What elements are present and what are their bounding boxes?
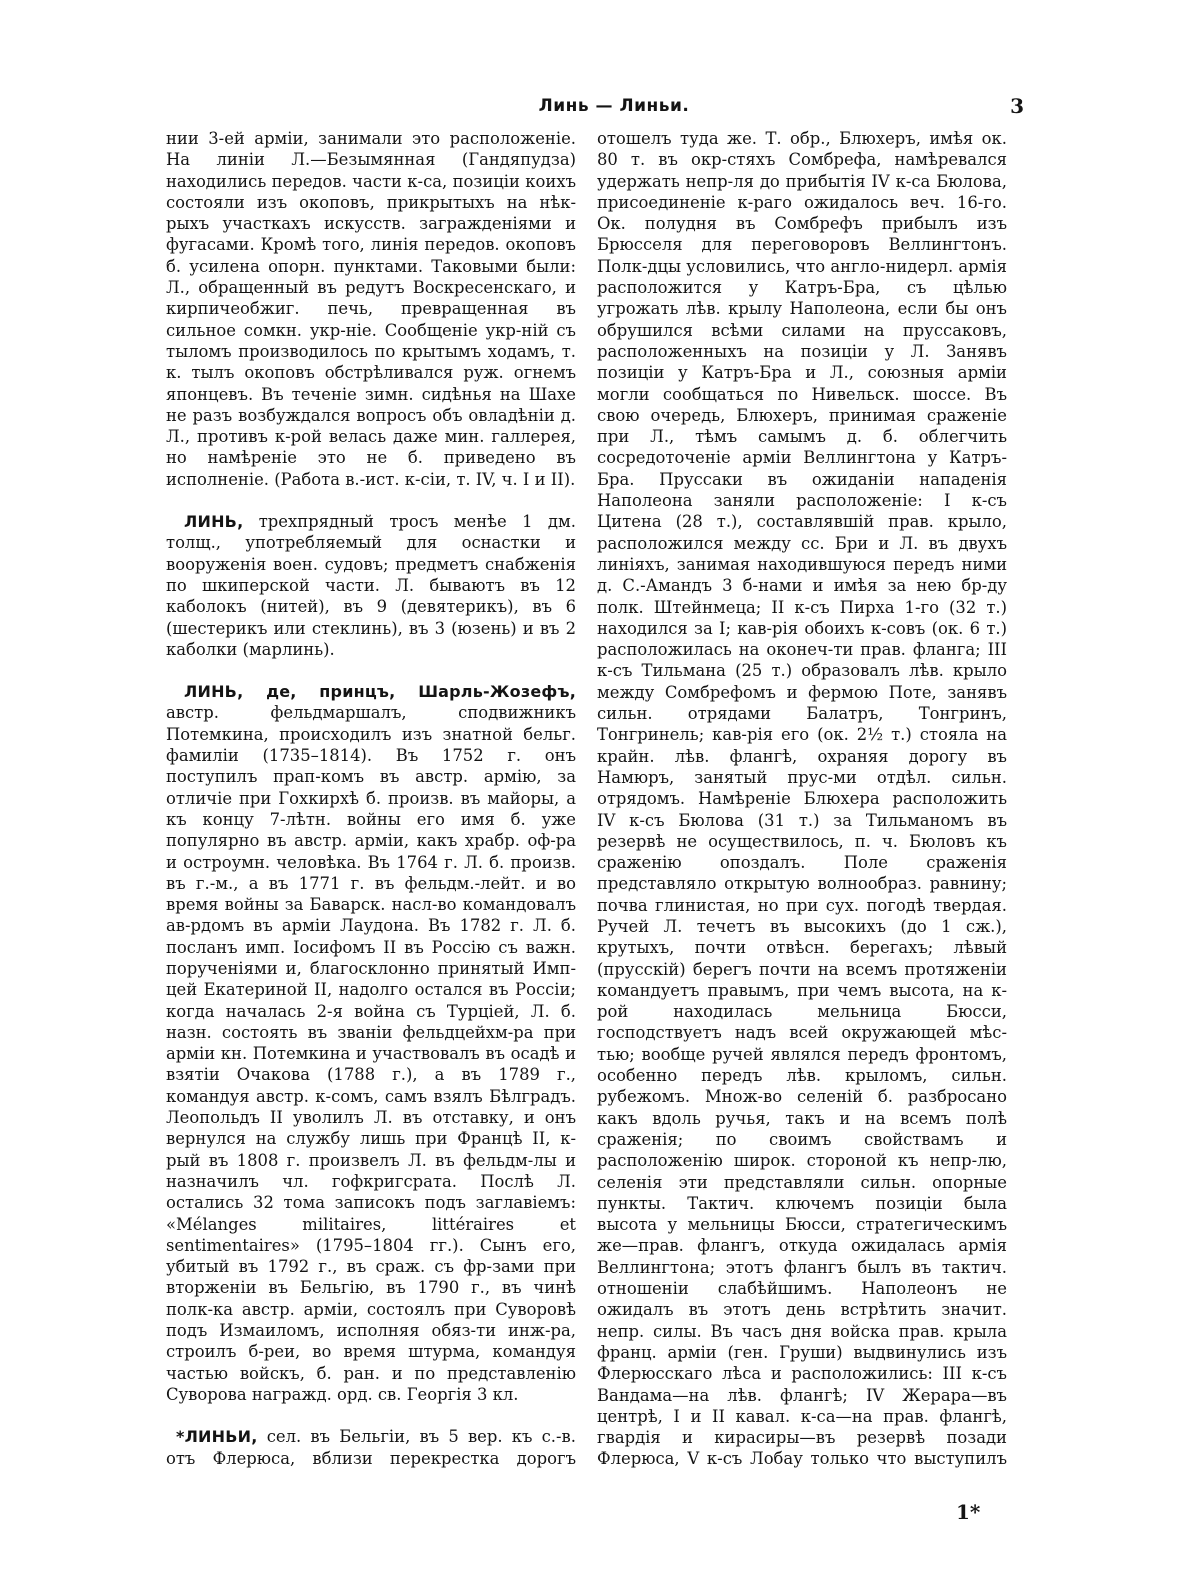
entry-headword: ЛИНЬ,	[184, 512, 244, 532]
page-number: 3	[1010, 94, 1024, 118]
page-header	[164, 96, 1024, 126]
entry-lin-rope	[166, 511, 576, 660]
entry-body: трехпрядный тросъ менѣе 1 дм. толщ., употребляемый для оснастки и вооруженія воен. судовъ; предметъ снабженія по шкиперской части. Л. бываютъ въ 12 каболокъ (нитей), въ 9 (девятерикъ), въ 6 (шестерикъ или стеклинь), въ 3 (юзень) и въ 2 каболки (марлинь).	[166, 512, 576, 659]
ligny-continuation: отошелъ туда же. Т. обр., Блюхеръ, имѣя ок. 80 т. въ окр-стяхъ Сомбрефа, намѣревался удержать непр-ля до прибытія IV к-са Бюлова, присоединеніе к-раго ожидалось веч. 16-го. Ок. полудня въ Сомбрефъ прибылъ изъ Брюсселя для переговоровъ Веллингтонъ. Полк-дцы условились, что англо-нидерл. армія расположится у Катръ-Бра, съ цѣлью угрожать лѣв. крылу Наполеона, если бы онъ обрушился всѣми силами на пруссаковъ, расположенныхъ на позиціи у Л. Занявъ позиціи у Катръ-Бра и Л., союзныя арміи могли сообщаться по Нивельск. шоссе. Въ свою очередь, Блюхеръ, принимая сраженіе при Л., тѣмъ самымъ д. б. облегчить сосредоточеніе арміи Веллингтона у Катръ-Бра. Пруссаки въ ожиданіи нападенія Наполеона заняли расположеніе: I к-съ Цитена (28 т.), составлявшій прав. крыло, расположился между сс. Бри и Л. въ двухъ линіяхъ, занимая находившуюся передъ ними д. С.-Амандъ 3 б-нами и имѣя за нею бр-ду полк. Штейнмеца; II к-съ Пирха 1-го (32 т.) находился за I; кав-рія обоихъ к-совъ (ок. 6 т.) расположилась на оконеч-ти прав. фланга; III к-съ Тильмана (25 т.) образовалъ лѣв. крыло между Сомбрефомъ и фермою Поте, занявъ сильн. отрядами Балатръ, Тонгринъ, Тонгринель; кав-рія его (ок. 2½ т.) стояла на крайн. лѣв. флангѣ, охраняя дорогу въ Намюръ, занятый прус-ми отдѣл. сильн. отрядомъ. Намѣреніе Блюхера расположить IV к-съ Бюлова (31 т.) за Тильманомъ въ резервѣ не осуществилось, п. ч. Бюловъ къ сраженію опоздалъ. Поле сраженія представляло открытую волнообраз. равнину; почва глинистая, но при сух. погодѣ твердая. Ручей Л. течетъ въ высокихъ (до 1 сж.), крутыхъ, почти отвѣсн. берегахъ; лѣвый (прусскій) берегъ почти на всемъ протяженіи командуетъ правымъ, при чемъ высота, на к-рой находилась мельница Бюсси, господствуетъ надъ всей окружающей мѣс-тью; вообще ручей являлся передъ фронтомъ, особенно передъ лѣв. крыломъ, сильн. рубежомъ. Множ-во селеній б. разбросано какъ вдоль ручья, такъ и на всемъ полѣ сраженія; по своимъ свойствамъ и расположенію широк. стороной къ непр-лю, селенія эти представляли сильн. опорные пункты. Тактич. ключемъ позиціи была высота у мельницы Бюсси, стратегическимъ же—прав. флангъ, откуда ожидалась армія Веллингтона; этотъ флангъ былъ въ тактич. отношеніи слабѣйшимъ. Наполеонъ не ожидалъ въ этотъ день встрѣтить значит. непр. силы. Въ часъ дня войска прав. крыла франц. арміи (ген. Груши) выдвинулись изъ Флерюсскаго лѣса и расположились: III к-съ Вандама—на лѣв. флангѣ; IV Жерара—въ центрѣ, I и II кавал. к-са—на прав. флангѣ, гвардія и кирасиры—въ резервѣ позади Флерюса, V к-съ Лобау только что выступилъ	[597, 129, 1007, 1468]
running-head: Линь — Линьи.	[538, 96, 690, 116]
signature-mark: 1*	[956, 1500, 981, 1524]
entry-headword: ЛИНЬ, де, принцъ, Шарль-Жозефъ,	[184, 682, 576, 702]
right-column	[597, 128, 1007, 1468]
left-column	[166, 128, 576, 1468]
entry-headword: *ЛИНЬИ,	[176, 1427, 258, 1447]
entry-ligny	[166, 1426, 576, 1468]
entry-de-ligne	[166, 681, 576, 1405]
entry-body: австр. фельдмаршалъ, сподвижникъ Потемкина, происходилъ изъ знатной бельг. фамиліи (1735–1814). Въ 1752 г. онъ поступилъ прап-комъ въ австр. армію, за отличіе при Гохкирхѣ б. произв. въ майоры, а къ концу 7-лѣтн. войны его имя б. уже популярно въ австр. арміи, какъ храбр. оф-ра и остроумн. человѣка. Въ 1764 г. Л. б. произв. въ г.-м., а въ 1771 г. въ фельдм.-лейт. и во время войны за Баварск. насл-во командовалъ ав-рдомъ въ арміи Лаудона. Въ 1782 г. Л. б. посланъ имп. Іосифомъ II въ Россію съ важн. порученіями и, благосклонно принятый Имп-цей Екатериной II, надолго остался въ Россіи; когда началась 2-я война съ Турціей, Л. б. назн. состоять въ званіи фельдцейхм-ра при арміи кн. Потемкина и участвовалъ въ осадѣ и взятіи Очакова (1788 г.), а въ 1789 г., командуя австр. к-сомъ, самъ взялъ Бѣлградъ. Леопольдъ II уволилъ Л. въ отставку, и онъ вернулся на службу лишь при Францѣ II, к-рый въ 1808 г. произвелъ Л. въ фельдм-лы и назначилъ чл. гофкригсрата. Послѣ Л. остались 32 тома записокъ подъ заглавіемъ: «Mélanges militaires, littéraires et sentimentaires» (1795–1804 гг.). Сынъ его, убитый въ 1792 г., въ сраж. съ фр-зами при вторженіи въ Бельгію, въ 1790 г., въ чинѣ полк-ка австр. арміи, состоялъ при Суворовѣ подъ Измаиломъ, исполняя обяз-ти инж-ра, строилъ б-реи, во время штурма, командуя частью войскъ, б. ран. и по представленію Суворова награжд. орд. св. Георгія 3 кл.	[166, 703, 576, 1404]
entry-body: сел. въ Бельгіи, въ 5 вер. къ с.-в. отъ Флерюса, вблизи перекрестка дорогъ	[166, 1427, 576, 1468]
continuation-paragraph: нии 3-ей арміи, занимали это расположеніе. На линіи Л.—Безымянная (Гандяпудза) находились передов. части к-са, позиціи коихъ состояли изъ окоповъ, прикрытыхъ на нѣк-рыхъ участкахъ искусств. загражденіями и фугасами. Кромѣ того, линія передов. окоповъ б. усилена опорн. пунктами. Таковыми были: Л., обращенный въ редутъ Воскресенскаго, и кирпичеобжиг. печь, превращенная въ сильное сомкн. укр-ніе. Сообщеніе укр-ній съ тыломъ производилось по крытымъ ходамъ, т. к. тылъ окоповъ обстрѣливался руж. огнемъ японцевъ. Въ теченіе зимн. сидѣнья на Шахе не разъ возбуждался вопросъ объ овладѣніи д. Л., противъ к-рой велась даже мин. галлерея, но намѣреніе это не б. приведено въ исполненіе. (Работа в.-ист. к-сіи, т. IV, ч. I и II).	[166, 129, 576, 489]
